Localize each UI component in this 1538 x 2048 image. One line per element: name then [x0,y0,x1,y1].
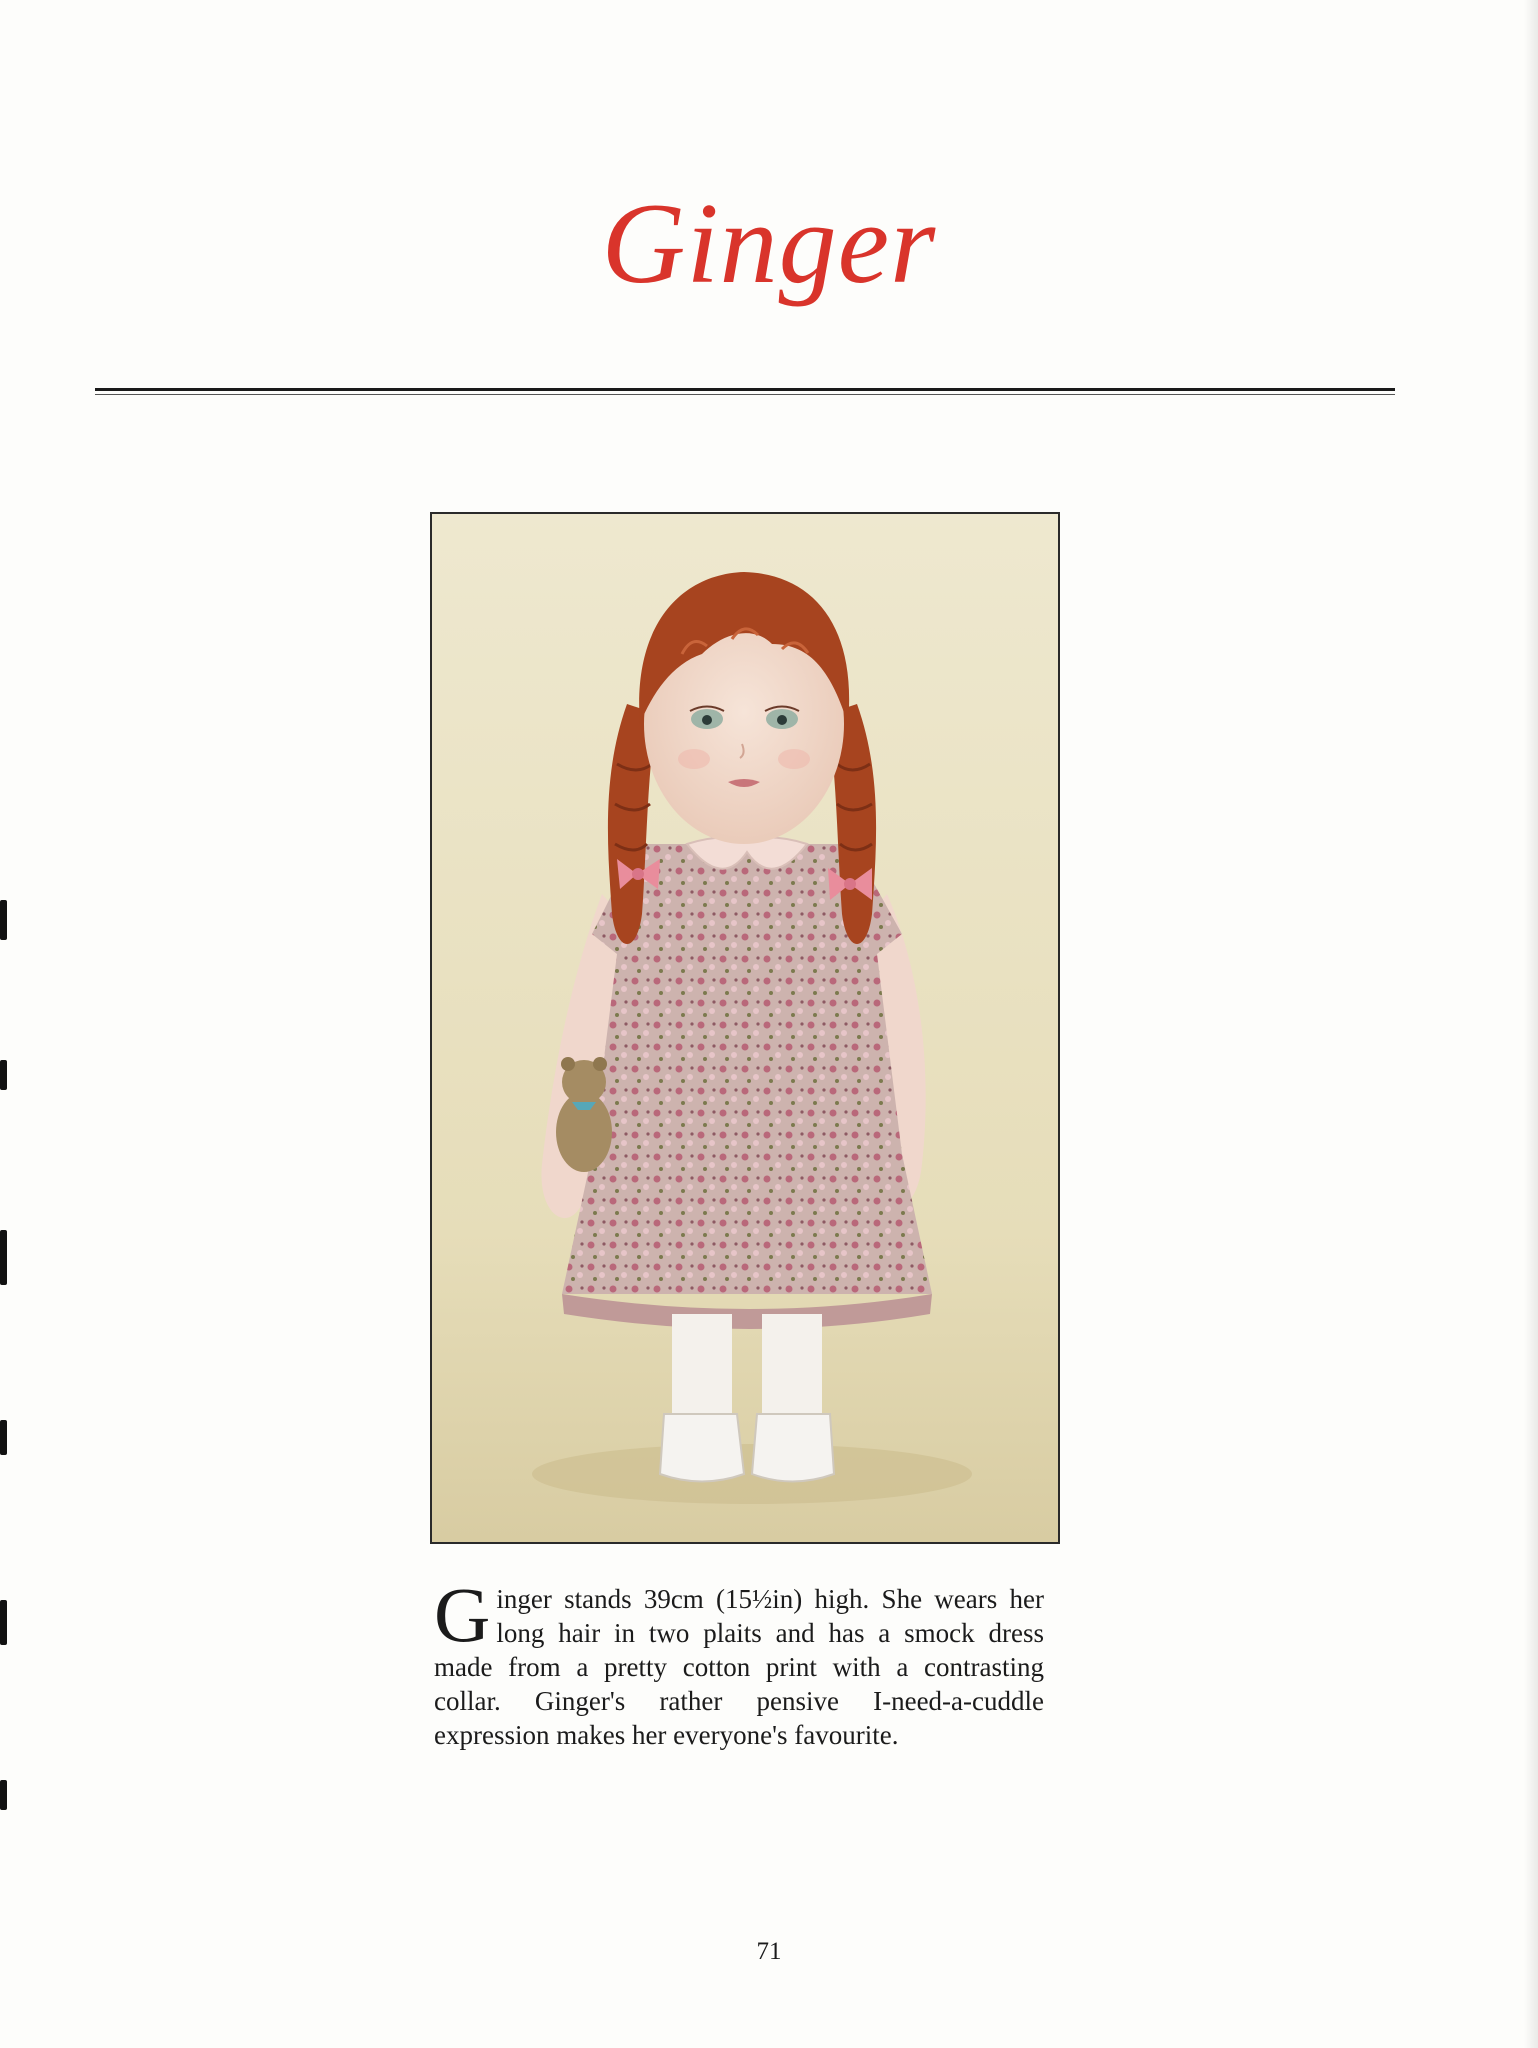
caption-text: inger stands 39cm (15½in) high. She wears her long hair in two plaits and has a smock dress made from a pretty cotton print with a contrasting collar. Ginger's rather pensive I-need-a-cuddle expression makes her everyone's favourite. [434,1584,1044,1750]
page-number: 71 [756,1938,782,1965]
title-rule [95,388,1395,396]
binding-marks [0,900,10,1900]
doll-illustration [432,514,1058,1542]
drop-cap: G [434,1571,491,1658]
doll-photo [430,512,1060,1544]
page-title: Ginger [601,180,937,308]
caption-paragraph [434,1571,1044,1752]
